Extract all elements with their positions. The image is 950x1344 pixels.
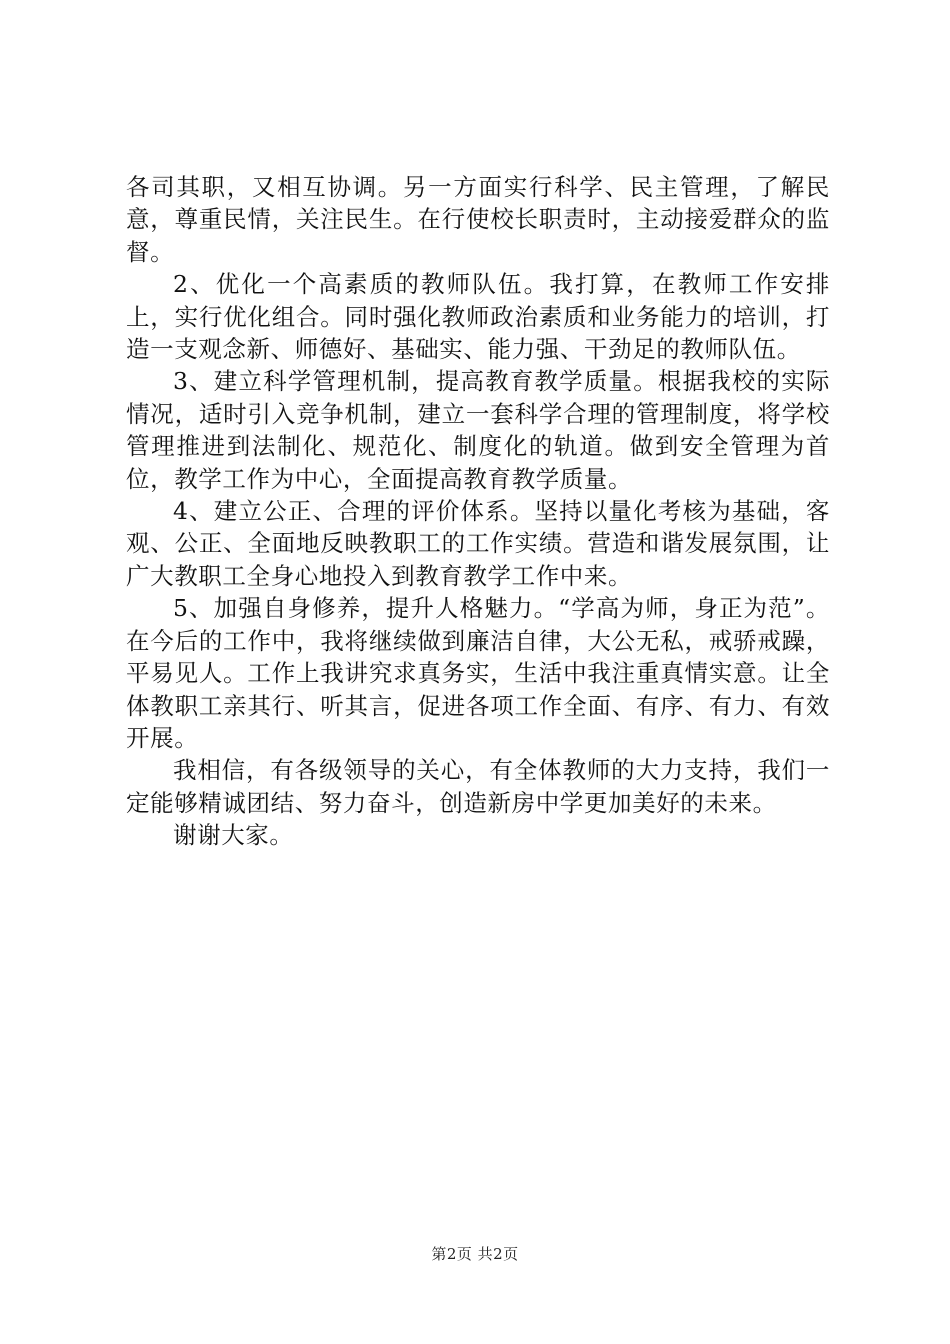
- paragraph-item-4: 4、建立公正、合理的评价体系。坚持以量化考核为基础，客观、公正、全面地反映教职工的工作实绩。营造和谐发展氛围，让广大教职工全身心地投入到教育教学工作中来。: [126, 497, 830, 590]
- page-number-footer: 第2页 共2页: [431, 1245, 519, 1263]
- paragraph-item-2: 2、优化一个高素质的教师队伍。我打算，在教师工作安排上，实行优化组合。同时强化教师政治素质和业务能力的培训，打造一支观念新、师德好、基础实、能力强、干劲足的教师队伍。: [126, 270, 830, 364]
- document-body: [126, 171, 830, 852]
- paragraph-item-5: 5、加强自身修养，提升人格魅力。“学高为师，身正为范”。在今后的工作中，我将继续做到廉洁自律，大公无私，戒骄戒躁，平易见人。工作上我讲究求真务实，生活中我注重真情实意。让全体教职工亲其行、听其言，促进各项工作全面、有序、有力、有效开展。: [126, 594, 830, 752]
- paragraph-thanks: 谢谢大家。: [173, 821, 294, 850]
- paragraph-item-3: 3、建立科学管理机制，提高教育教学质量。根据我校的实际情况，适时引入竞争机制，建立一套科学合理的管理制度，将学校管理推进到法制化、规范化、制度化的轨道。做到安全管理为首位，教学工作为中心，全面提高教育教学质量。: [126, 367, 830, 493]
- paragraph-continuation: 各司其职，又相互协调。另一方面实行科学、民主管理，了解民意，尊重民情，关注民生。在行使校长职责时，主动接爱群众的监督。: [126, 173, 830, 266]
- paragraph-closing: 我相信，有各级领导的关心，有全体教师的大力支持，我们一定能够精诚团结、努力奋斗，创造新房中学更加美好的未来。: [126, 756, 830, 817]
